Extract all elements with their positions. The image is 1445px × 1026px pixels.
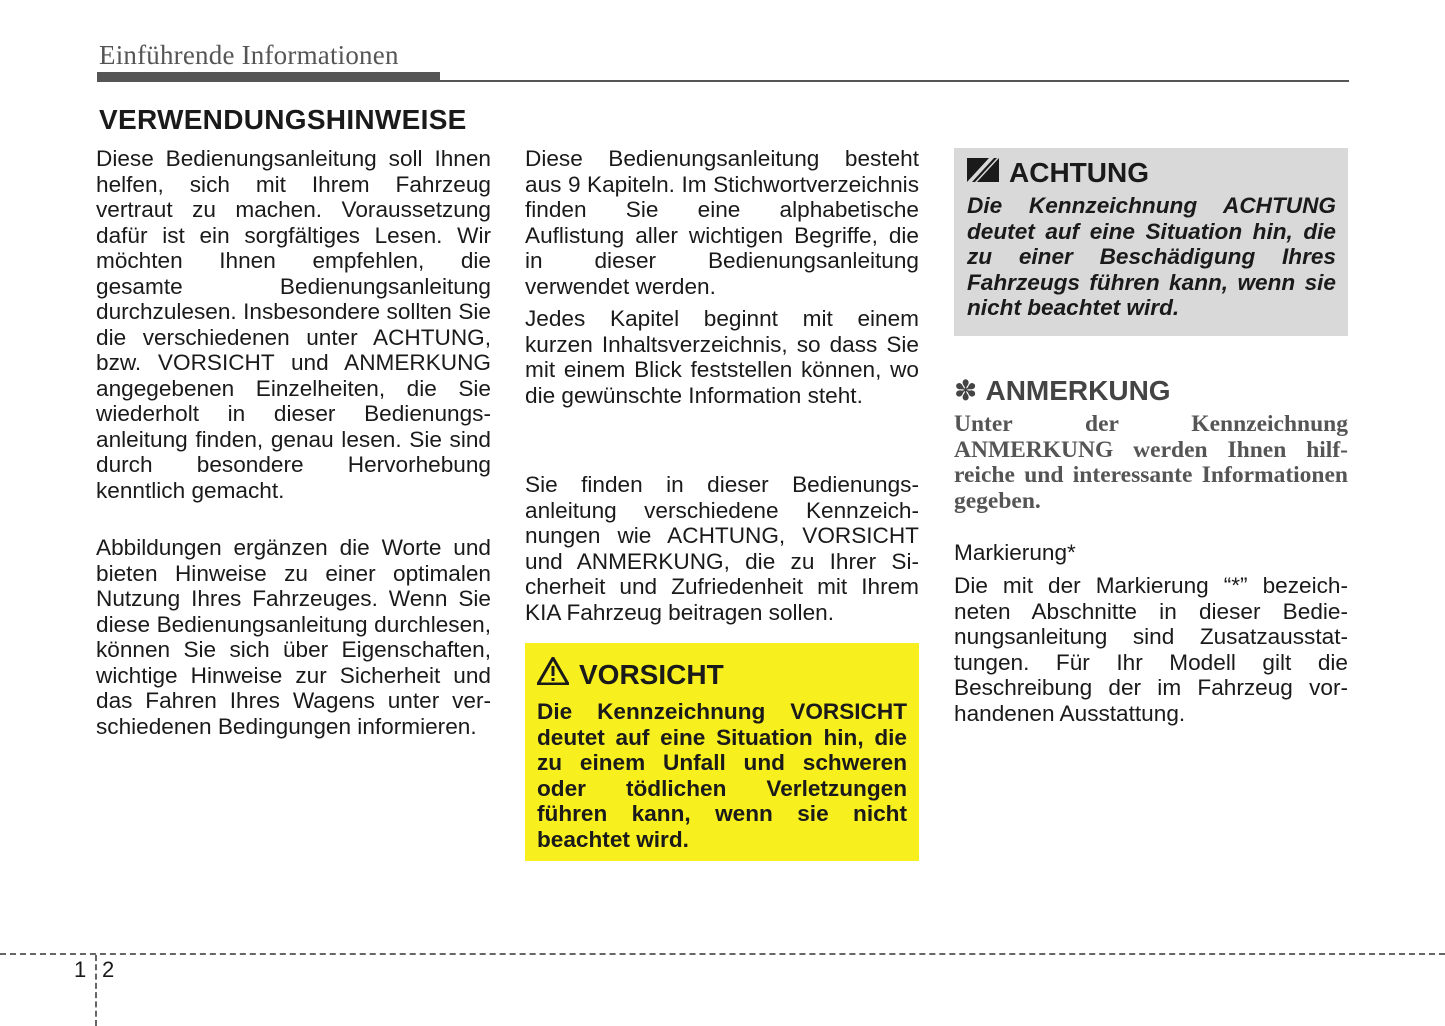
header-rule bbox=[97, 80, 1349, 82]
asterisk-icon: ✽ bbox=[954, 375, 978, 406]
vorsicht-box bbox=[525, 643, 919, 861]
markierung-label: Markierung* bbox=[954, 540, 1076, 565]
footer-divider bbox=[0, 953, 1445, 955]
warning-triangle-icon bbox=[537, 657, 569, 693]
markierung-text: Die mit der Markierung “*” bezeichneten Abschnitte in dieser Bedienungsanleitung sind Zusatzausstattungen. Für Ihr Modell gilt die Beschreibung der im Fahrzeug vorhandenen Ausstattung. bbox=[954, 573, 1348, 726]
header-title: Einführende Informationen bbox=[99, 40, 399, 70]
section-heading: VERWENDUNGSHINWEISE bbox=[99, 104, 467, 135]
anmerkung-text: Unter der Kennzeichnung ANMERKUNG werden Ihnen hilfreiche und interessante Informationen gegeben. bbox=[954, 411, 1348, 514]
anmerkung-title: ANMERKUNG bbox=[985, 375, 1171, 406]
col2-paragraph-3: Sie finden in dieser Bedienungsanleitung verschiedene Kennzeichnungen wie ACHTUNG, VORSICHT und ANMERKUNG, die zu Ihrer Sicherheit und Zufriedenheit mit Ihrem KIA Fahrzeug beitragen sollen. bbox=[525, 472, 919, 625]
footer-vertical-divider bbox=[95, 955, 97, 1026]
vorsicht-text: Die Kennzeichnung VORSICHT deutet auf eine Situation hin, die zu einem Unfall und schweren oder tödlichen Verletzungen führen kann, wenn sie nicht beachtet wird. bbox=[537, 699, 907, 852]
caution-stripe-icon bbox=[967, 156, 999, 190]
col2-paragraph-1: Diese Bedienungsanleitung besteht aus 9 Kapiteln. Im Stichwortverzeichnis finden Sie eine alphabetische Auflistung aller wichtigen Begriffe, die in dieser Bedienungsanleitung verwendet werden. bbox=[525, 146, 919, 299]
anmerkung-title-row bbox=[954, 374, 1171, 408]
achtung-text: Die Kennzeichnung ACHTUNG deutet auf eine Situation hin, die zu einer Beschädigung Ihres Fahrzeugs führen kann, wenn sie nicht beachtet wird. bbox=[967, 193, 1336, 320]
col2-paragraph-2: Jedes Kapitel beginnt mit einem kurzen Inhaltsverzeichnis, so dass Sie mit einem Blick feststellen können, wo die gewünschte Information steht. bbox=[525, 306, 919, 408]
vorsicht-title-row bbox=[537, 657, 907, 693]
achtung-box bbox=[954, 148, 1348, 336]
achtung-title: ACHTUNG bbox=[1009, 157, 1149, 188]
page-number: 2 bbox=[102, 957, 115, 982]
vorsicht-title: VORSICHT bbox=[579, 659, 724, 690]
achtung-title-row bbox=[967, 156, 1336, 190]
col1-paragraph-1: Diese Bedienungsanleitung soll Ihnen helfen, sich mit Ihrem Fahrzeug vertraut zu machen. Voraussetzung dafür ist ein sorgfältiges Lesen. Wir möchten Ihnen empfehlen, die gesamte Bedienungsanleitung durchzulesen. Insbesondere sollten Sie die verschiedenen unter ACHTUNG, bzw. VORSICHT und ANMERKUNG angegebenen Einzelheiten, die Sie wiederholt in dieser Bedienungsanleitung finden, genau lesen. Sie sind durch besondere Hervorhebung kenntlich gemacht. bbox=[96, 146, 491, 503]
chapter-number: 1 bbox=[74, 957, 87, 982]
col1-paragraph-2: Abbildungen ergänzen die Worte und bieten Hinweise zu einer optimalen Nutzung Ihres Fahrzeuges. Wenn Sie diese Bedienungsanleitung durchlesen, können Sie sich über Eigenschaften, wichtige Hinweise zur Sicherheit und das Fahren Ihres Wagens unter verschiedenen Bedingungen informieren. bbox=[96, 535, 491, 739]
